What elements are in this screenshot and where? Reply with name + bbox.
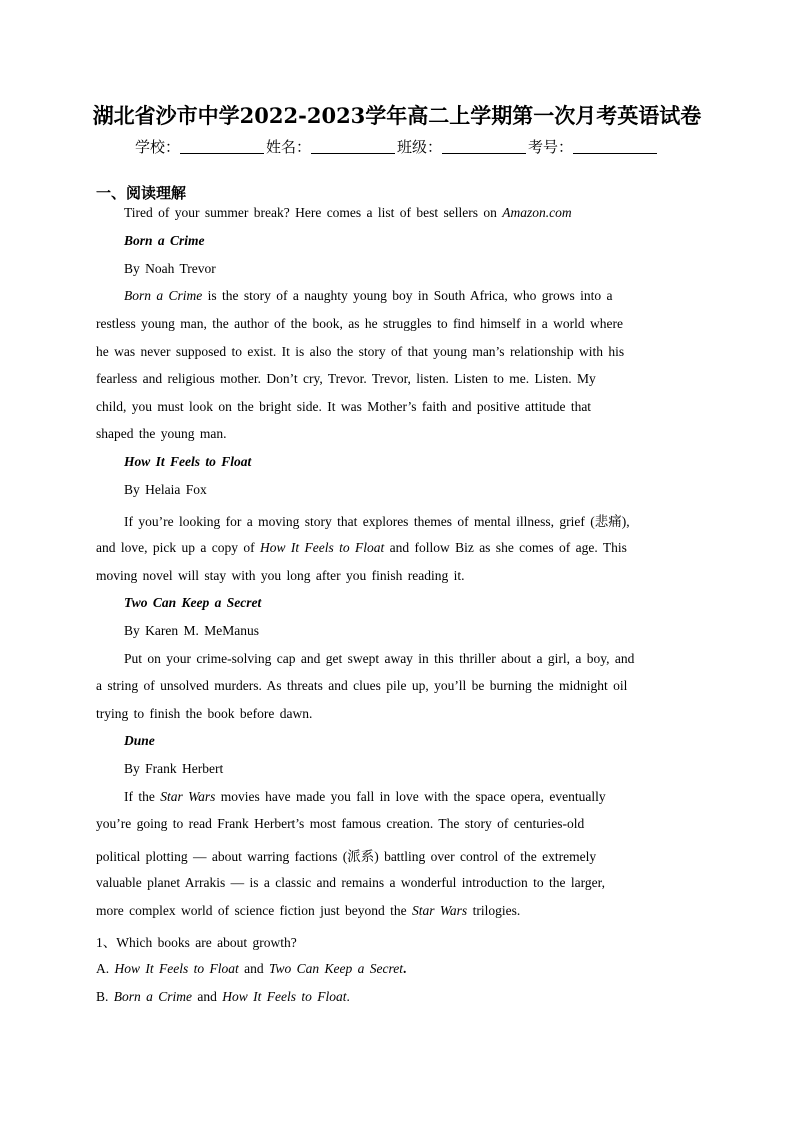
- book4-line5-b: trilogies.: [467, 903, 521, 918]
- book4-title: Dune: [124, 733, 155, 748]
- book4-inline-title-1: Star Wars: [160, 789, 216, 804]
- book1-line5: child, you must look on the bright side. It was Mother’s faith and positive attitude that: [96, 399, 592, 414]
- book4-author: By Frank Herbert: [124, 761, 224, 776]
- book4-line1-b: movies have made you fall in love with the space opera, eventually: [215, 789, 606, 804]
- class-label: 班级：: [397, 138, 443, 156]
- question1-option-b[interactable]: [96, 989, 350, 1005]
- book2-line1: If you’re looking for a moving story that explores themes of mental illness, grief (悲痛),: [124, 514, 630, 529]
- school-blank[interactable]: [180, 139, 264, 154]
- book1-title: Born a Crime: [124, 233, 205, 248]
- book2-line3: moving novel will stay with you long after you finish reading it.: [96, 568, 465, 583]
- name-label: 姓名：: [265, 138, 311, 156]
- name-blank[interactable]: [311, 139, 395, 154]
- option-a-mid: and: [238, 961, 269, 976]
- intro-line: [124, 205, 572, 221]
- book1-line2: restless young man, the author of the book, as he struggles to find himself in a world where: [96, 316, 624, 331]
- intro-site: Amazon.com: [502, 205, 572, 220]
- intro-text: Tired of your summer break? Here comes a list of best sellers on: [124, 205, 503, 220]
- class-blank[interactable]: [442, 139, 526, 154]
- book4-line1-a: If the: [124, 789, 161, 804]
- book4-line2: you’re going to read Frank Herbert’s most famous creation. The story of centuries-old: [96, 816, 585, 831]
- exam-no-blank[interactable]: [573, 139, 657, 154]
- exam-no-label: 考号：: [528, 138, 574, 156]
- book1-line1: [124, 288, 612, 304]
- book4-line1: [124, 789, 606, 805]
- option-a-end: .: [402, 961, 407, 976]
- book3-line3: trying to finish the book before dawn.: [96, 706, 313, 721]
- book4-line3: political plotting — about warring factions (派系) battling over control of the extremely: [96, 849, 597, 864]
- book4-inline-title-2: Star Wars: [412, 903, 468, 918]
- book3-title: Two Can Keep a Secret: [124, 595, 262, 610]
- section-heading: 一、阅读理解: [96, 184, 187, 202]
- book2-line2-a: and love, pick up a copy of: [96, 540, 260, 555]
- book3-line2: a string of unsolved murders. As threats and clues pile up, you’ll be burning the midnight oil: [96, 678, 628, 693]
- book1-line6: shaped the young man.: [96, 426, 227, 441]
- book2-line2: [96, 540, 627, 556]
- book3-line1: Put on your crime-solving cap and get swept away in this thriller about a girl, a boy, and: [124, 651, 635, 666]
- option-b-title2: How It Feels to Float: [222, 989, 347, 1004]
- book2-title: How It Feels to Float: [124, 454, 252, 469]
- book1-author: By Noah Trevor: [124, 261, 216, 276]
- book4-line5-a: more complex world of science fiction just beyond the: [96, 903, 413, 918]
- student-info-line: [0, 136, 794, 157]
- option-b-mid: and: [192, 989, 223, 1004]
- book1-line3: he was never supposed to exist. It is also the story of that young man’s relationship with his: [96, 344, 625, 359]
- option-a-label: A.: [96, 961, 115, 976]
- book2-inline-title: How It Feels to Float: [259, 540, 385, 555]
- book3-author: By Karen M. MeManus: [124, 623, 259, 638]
- book1-line1-text: is the story of a naughty young boy in South Africa, who grows into a: [202, 288, 613, 303]
- option-b-end: .: [346, 989, 350, 1004]
- book1-line4: fearless and religious mother. Don’t cry, Trevor. Trevor, listen. Listen to me. Listen. My: [96, 371, 596, 386]
- option-b-title1: Born a Crime: [113, 989, 193, 1004]
- book2-author: By Helaia Fox: [124, 482, 207, 497]
- school-label: 学校：: [134, 138, 180, 156]
- book4-line4: valuable planet Arrakis — is a classic and remains a wonderful introduction to the larger,: [96, 875, 605, 890]
- option-a-title2: Two Can Keep a Secret: [268, 961, 403, 976]
- page-title: 湖北省沙市中学2022-2023学年高二上学期第一次月考英语试卷: [92, 103, 702, 128]
- option-b-label: B.: [96, 989, 114, 1004]
- option-a-title1: How It Feels to Float: [114, 961, 239, 976]
- book1-inline-title: Born a Crime: [124, 288, 203, 303]
- question1-stem: 1、Which books are about growth?: [96, 935, 297, 950]
- book4-line5: [96, 903, 520, 919]
- book2-line2-b: and follow Biz as she comes of age. This: [384, 540, 627, 555]
- question1-option-a[interactable]: [96, 961, 406, 977]
